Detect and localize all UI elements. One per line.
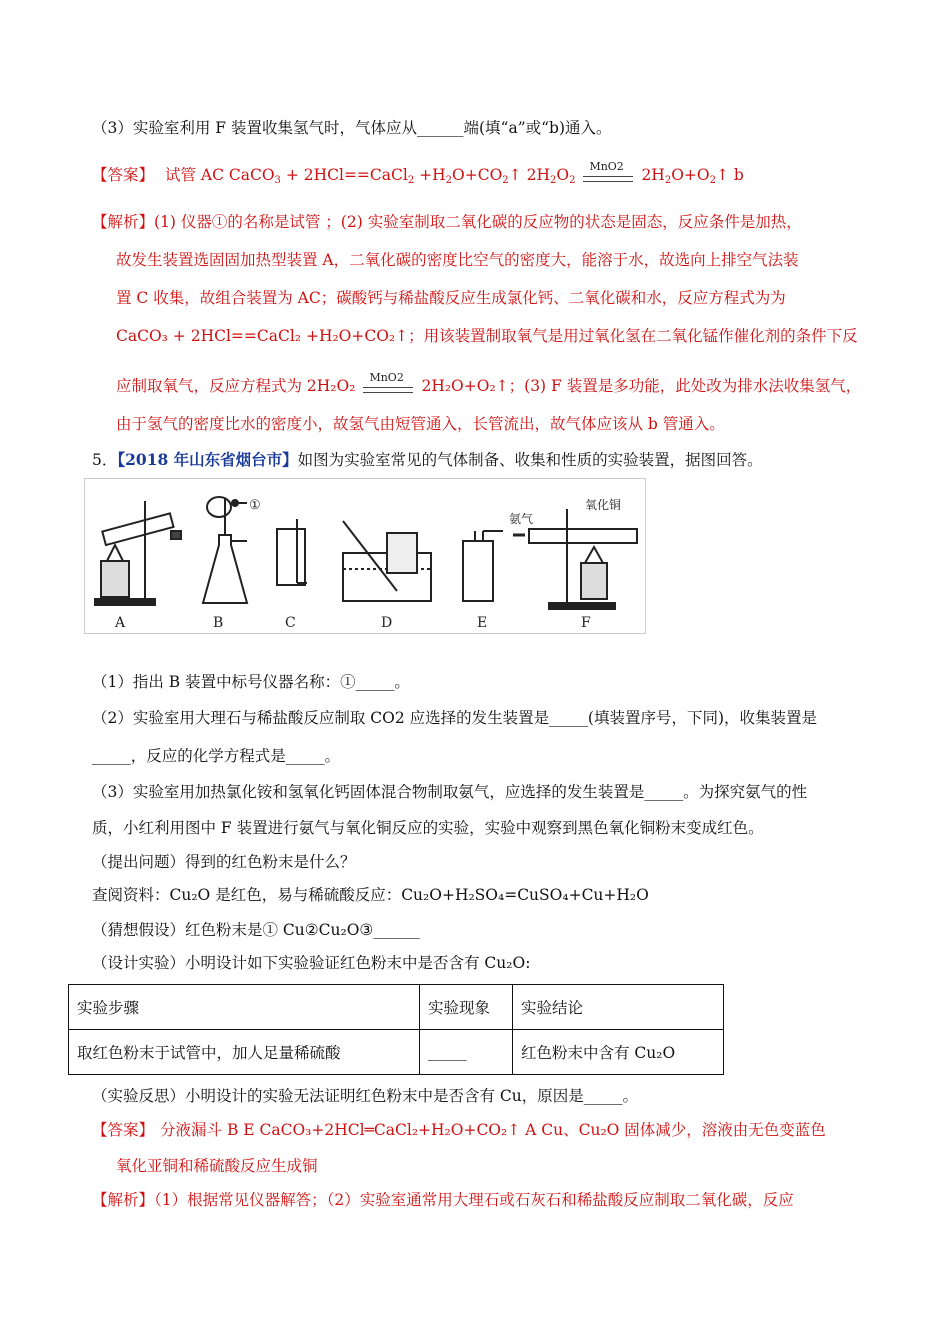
- q3-text: [92, 118, 864, 138]
- answer-tag: 【答案】: [92, 166, 155, 184]
- table-header-row: [69, 985, 724, 1030]
- apparatus-figure: [84, 478, 646, 634]
- answer4-line: [92, 160, 864, 191]
- table-row: [69, 1030, 724, 1075]
- apparatus-drawing: [85, 479, 645, 633]
- td-step: 取红色粉末于试管中，加人足量稀硫酸: [69, 1030, 420, 1075]
- apparatus-b: [203, 497, 247, 603]
- q5-p2a: （2）实验室用大理石与稀盐酸反应制取 CO2 应选择的发生装置是_____(填装置序号，下同)，收集装置是: [92, 709, 817, 727]
- q5-p3a: （3）实验室用加热氯化铵和氢氧化钙固体混合物制取氨气，应选择的发生装置是_____。为探究氨气的性: [92, 783, 808, 801]
- answer5-l2: 氧化亚铜和稀硫酸反应生成铜: [116, 1157, 318, 1175]
- experiment-table: [68, 984, 724, 1075]
- q5-info: 查阅资料：Cu₂O 是红色，易与稀硫酸反应：Cu₂O+H₂SO₄=CuSO₄+Cu+H₂O: [92, 886, 649, 904]
- catalyst-mark: MnO2: [583, 166, 633, 186]
- td-phenomenon: _____: [420, 1030, 513, 1075]
- label-e: E: [477, 615, 488, 631]
- q5-ask: （提出问题）得到的红色粉末是什么？: [92, 853, 356, 871]
- label-marker: ①: [249, 498, 261, 513]
- label-d: D: [381, 615, 393, 631]
- label-b: B: [213, 615, 224, 631]
- analysis4-l3: 置 C 收集，故组合装置为 AC；碳酸钙与稀盐酸反应生成氯化钙、二氧化碳和水，反应方程式为为: [116, 289, 786, 307]
- q3-blank: ______: [416, 119, 464, 137]
- label-ammonia: 氨气: [509, 512, 534, 526]
- answer5-l1: 【答案】 分液漏斗 B E CaCO₃+2HCl═CaCl₂+H₂O+CO₂↑ A Cu、Cu₂O 固体减少，溶液由无色变蓝色: [92, 1121, 826, 1139]
- analysis4-l4: CaCO₃ + 2HCl==CaCl₂ +H₂O+CO₂↑；用该装置制取氧气是用过氧化氢在二氧化锰作催化剂的条件下反: [116, 327, 858, 345]
- th-phenomenon: 实验现象: [420, 985, 513, 1030]
- apparatus-a: [95, 501, 181, 605]
- apparatus-e: [463, 531, 503, 601]
- analysis4-l5: 应制取氧气，反应方程式为 2H₂O₂ MnO2 2H₂O+O₂↑；(3) F 装置是多功能，此处改为排水法收集氢气，: [116, 371, 862, 395]
- label-a: A: [115, 615, 126, 631]
- td-conclusion: 红色粉末中含有 Cu₂O: [513, 1030, 724, 1075]
- q5-stem: 5．【2018 年山东省烟台市】如图为实验室常见的气体制备、收集和性质的实验装置，据图回答。: [92, 450, 763, 469]
- analysis4-l1: 【解析】(1) 仪器①的名称是试管 ；(2) 实验室制取二氧化碳的反应物的状态是固态，反应条件是加热，: [92, 213, 802, 231]
- q5-p1: （1）指出 B 装置中标号仪器名称：①_____。: [92, 673, 410, 691]
- q3-after: 端(填“a”或“b)通入。: [463, 119, 612, 137]
- q5-hyp: （猜想假设）红色粉末是① Cu②Cu₂O③______: [92, 921, 420, 939]
- q3-before: （3）实验室利用 F 装置收集氢气时，气体应从: [92, 119, 417, 137]
- q5-reflect: （实验反思）小明设计的实验无法证明红色粉末中是否含有 Cu，原因是_____。: [92, 1087, 639, 1105]
- q5-p3b: 质，小红利用图中 F 装置进行氨气与氧化铜反应的实验，实验中观察到黑色氧化铜粉末变成红色。: [92, 819, 764, 837]
- label-cuo: 氧化铜: [585, 498, 622, 512]
- answer4-content: 试管 AC CaCO$_3$ + 2HCl==CaCl$_2$ $+H_2O+CO_2↑$ $2H_2O_2$ MnO2 $2H_2O+O_2↑$ b: [164, 160, 744, 186]
- th-step: 实验步骤: [69, 985, 420, 1030]
- q5-design: （设计实验）小明设计如下实验验证红色粉末中是否含有 Cu₂O:: [92, 954, 531, 972]
- catalyst-mark-2: MnO2: [363, 377, 413, 397]
- apparatus-c: [277, 519, 307, 585]
- q5-p2b: _____，反应的化学方程式是_____。: [92, 747, 341, 765]
- analysis4-l2: 故发生装置选固固加热型装置 A，二氧化碳的密度比空气的密度大，能溶于水，故选向上排空气法装: [116, 251, 799, 269]
- label-c: C: [285, 615, 296, 631]
- analysis5-line: 【解析】（1）根据常见仪器解答；（2）实验室通常用大理石或石灰石和稀盐酸反应制取二氧化碳，反应: [92, 1191, 794, 1209]
- q5-source: 【2018 年山东省烟台市】: [117, 450, 298, 469]
- analysis4-l6: 由于氢气的密度比水的密度小，故氢气由短管通入，长管流出，故气体应该从 b 管通入。: [116, 415, 725, 433]
- label-f: F: [581, 615, 591, 631]
- th-conclusion: 实验结论: [513, 985, 724, 1030]
- apparatus-d: [343, 521, 431, 601]
